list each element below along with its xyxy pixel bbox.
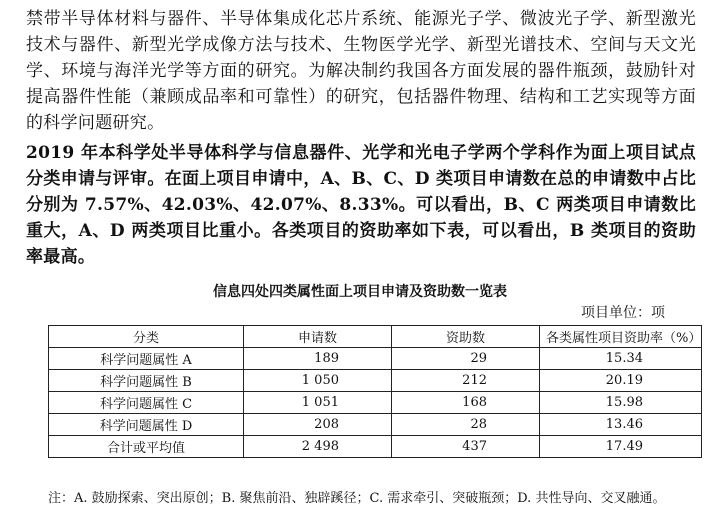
cell-category: 科学问题属性 B xyxy=(49,370,244,392)
table-total-row xyxy=(49,436,702,458)
cell-applications: 2 498 xyxy=(244,436,392,458)
cell-funded: 28 xyxy=(392,414,540,436)
table-unit: 项目单位：项 xyxy=(581,305,665,321)
cell-applications: 1 050 xyxy=(244,370,392,392)
cell-funded: 168 xyxy=(392,392,540,414)
cell-category: 科学问题属性 A xyxy=(49,348,244,370)
funding-table xyxy=(48,325,702,458)
table-row xyxy=(49,370,702,392)
cell-funded: 29 xyxy=(392,348,540,370)
cell-rate: 20.19 xyxy=(540,370,702,392)
cell-funded: 212 xyxy=(392,370,540,392)
table-row xyxy=(49,348,702,370)
header-funded: 资助数 xyxy=(392,326,540,348)
table-title: 信息四处四类属性面上项目申请及资助数一览表 xyxy=(213,284,507,300)
body-paragraph-2: 2019 年本科学处半导体科学与信息器件、光学和光电子学两个学科作为面上项目试点分类申请与评审。在面上项目申请中，A、B、C、D 类项目申请数在总的申请数中占比分别为 7.57%、42.03%、42.07%、8.33%。可以看出，B、C 两类项目申请数比重大，A、D 两类项目比重小。各类项目的资助率如下表，可以看出，B 类项目的资助率最高。 xyxy=(26,143,696,267)
cell-category: 科学问题属性 D xyxy=(49,414,244,436)
cell-applications: 208 xyxy=(244,414,392,436)
cell-rate: 15.34 xyxy=(540,348,702,370)
cell-rate: 17.49 xyxy=(540,436,702,458)
header-applications: 申请数 xyxy=(244,326,392,348)
cell-rate: 15.98 xyxy=(540,392,702,414)
cell-rate: 13.46 xyxy=(540,414,702,436)
cell-funded: 437 xyxy=(392,436,540,458)
table-row xyxy=(49,414,702,436)
header-category: 分类 xyxy=(49,326,244,348)
cell-applications: 189 xyxy=(244,348,392,370)
cell-category: 合计或平均值 xyxy=(49,436,244,458)
body-paragraph-1: 禁带半导体材料与器件、半导体集成化芯片系统、能源光子学、微波光子学、新型激光技术与器件、新型光学成像方法与技术、生物医学光学、新型光谱技术、空间与天文光学、环境与海洋光学等方面的研究。为解决制约我国各方面发展的器件瓶颈，鼓励针对提高器件性能（兼顾成品率和可靠性）的研究，包括器件物理、结构和工艺实现等方面的科学问题研究。 xyxy=(26,9,696,133)
cell-applications: 1 051 xyxy=(244,392,392,414)
header-rate: 各类属性项目资助率（%） xyxy=(540,326,702,348)
cell-category: 科学问题属性 C xyxy=(49,392,244,414)
table-header-row xyxy=(49,326,702,348)
table-note: 注：A. 鼓励探索、突出原创；B. 聚焦前沿、独辟蹊径；C. 需求牵引、突破瓶颈；D. 共性导向、交叉融通。 xyxy=(48,491,666,506)
table-row xyxy=(49,392,702,414)
